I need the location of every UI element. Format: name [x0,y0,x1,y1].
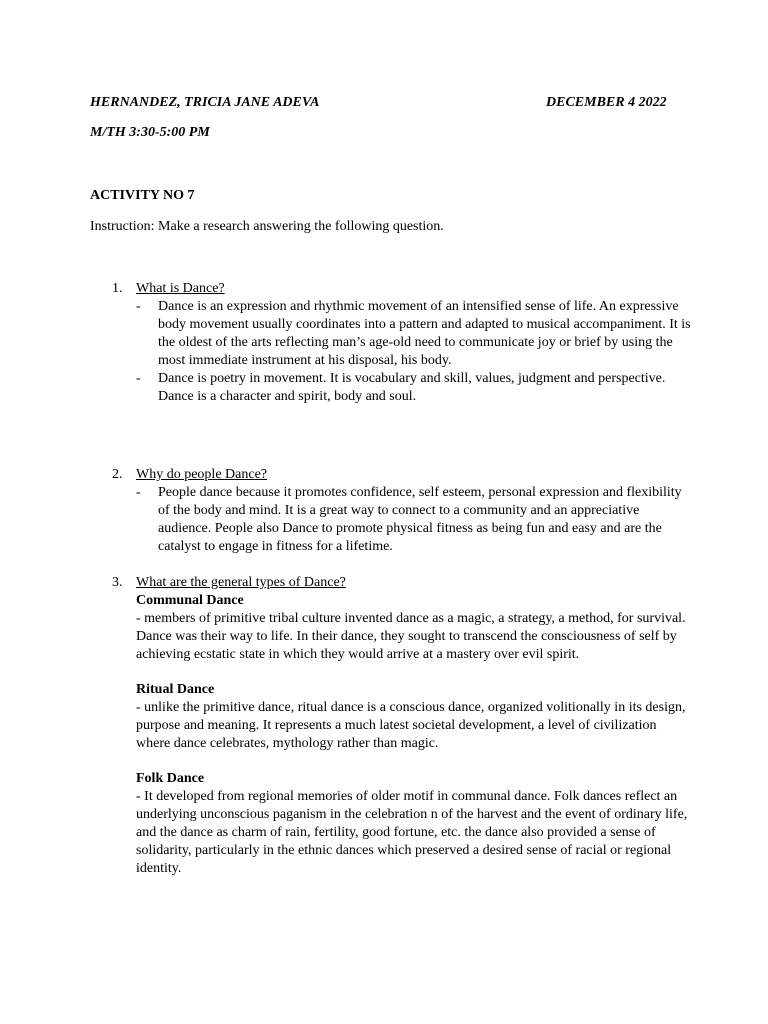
dance-type-text: - members of primitive tribal culture invented dance as a magic, a strategy, a method, for survival. Dance was their way to life. In their dance, they sought to transcend the consciousness of self by achieving ecstatic state in which they would arrive at a mastery over evil spirit. [136,611,686,662]
question-number: 2. [112,467,123,482]
class-schedule: M/TH 3:30-5:00 PM [90,125,210,140]
dash-bullet: - [136,299,141,314]
answer-text: Dance is an expression and rhythmic movement of an intensified sense of life. An expressive body movement usually coordinates into a pattern and adapted to musical accompaniment. It is the oldest of the arts reflecting man’s age-old need to communicate joy or brief by using the most immediate instrument at his disposal, his body. [158,299,691,368]
dance-type-title: Communal Dance [136,593,244,608]
dance-types [112,592,692,878]
dash-bullet: - [136,485,141,500]
question-1 [112,280,692,406]
list-item [136,484,692,556]
answer-text: Dance is poetry in movement. It is vocabulary and skill, values, judgment and perspective. Dance is a character and spirit, body and soul. [158,371,666,404]
dash-bullet: - [136,371,141,386]
question-text: What are the general types of Dance? [136,575,346,590]
dance-type-folk [136,770,692,878]
instruction-text: Instruction: Make a research answering the following question. [90,219,444,234]
question-number: 3. [112,575,123,590]
question-2 [112,466,692,556]
dance-type-title: Folk Dance [136,771,205,786]
activity-title: ACTIVITY NO 7 [90,188,195,203]
student-name: HERNANDEZ, TRICIA JANE ADEVA [90,95,320,110]
dance-type-ritual [136,681,692,753]
question-number: 1. [112,281,123,296]
answer-text: People dance because it promotes confidence, self esteem, personal expression and flexibility of the body and mind. It is a great way to connect to a community and an appreciative audience. People also Dance to promote physical fitness as being fun and easy and are the catalyst to engage in fitness for a lifetime. [158,485,682,554]
answer-list [112,484,692,556]
list-item [136,370,692,406]
dance-type-text: - unlike the primitive dance, ritual dance is a conscious dance, organized volitionally in its design, purpose and meaning. It represents a much latest societal development, a level of civilization where dance celebrates, mythology rather than magic. [136,700,686,751]
question-3 [112,574,692,878]
question-text: Why do people Dance? [136,467,267,482]
list-item [136,298,692,370]
answer-list [112,298,692,406]
dance-type-communal [136,592,692,664]
dance-type-text: - It developed from regional memories of older motif in communal dance. Folk dances reflect an underlying unconscious paganism in the celebration n of the harvest and the event of ordinary life, and the dance as charm of rain, fertility, good fortune, etc. the dance also provided a sense of solidarity, particularly in the ethnic dances which preserved a desired sense of racial or regional identity. [136,789,688,876]
question-text: What is Dance? [136,281,225,296]
document-date: DECEMBER 4 2022 [546,95,667,110]
dance-type-title: Ritual Dance [136,682,215,697]
